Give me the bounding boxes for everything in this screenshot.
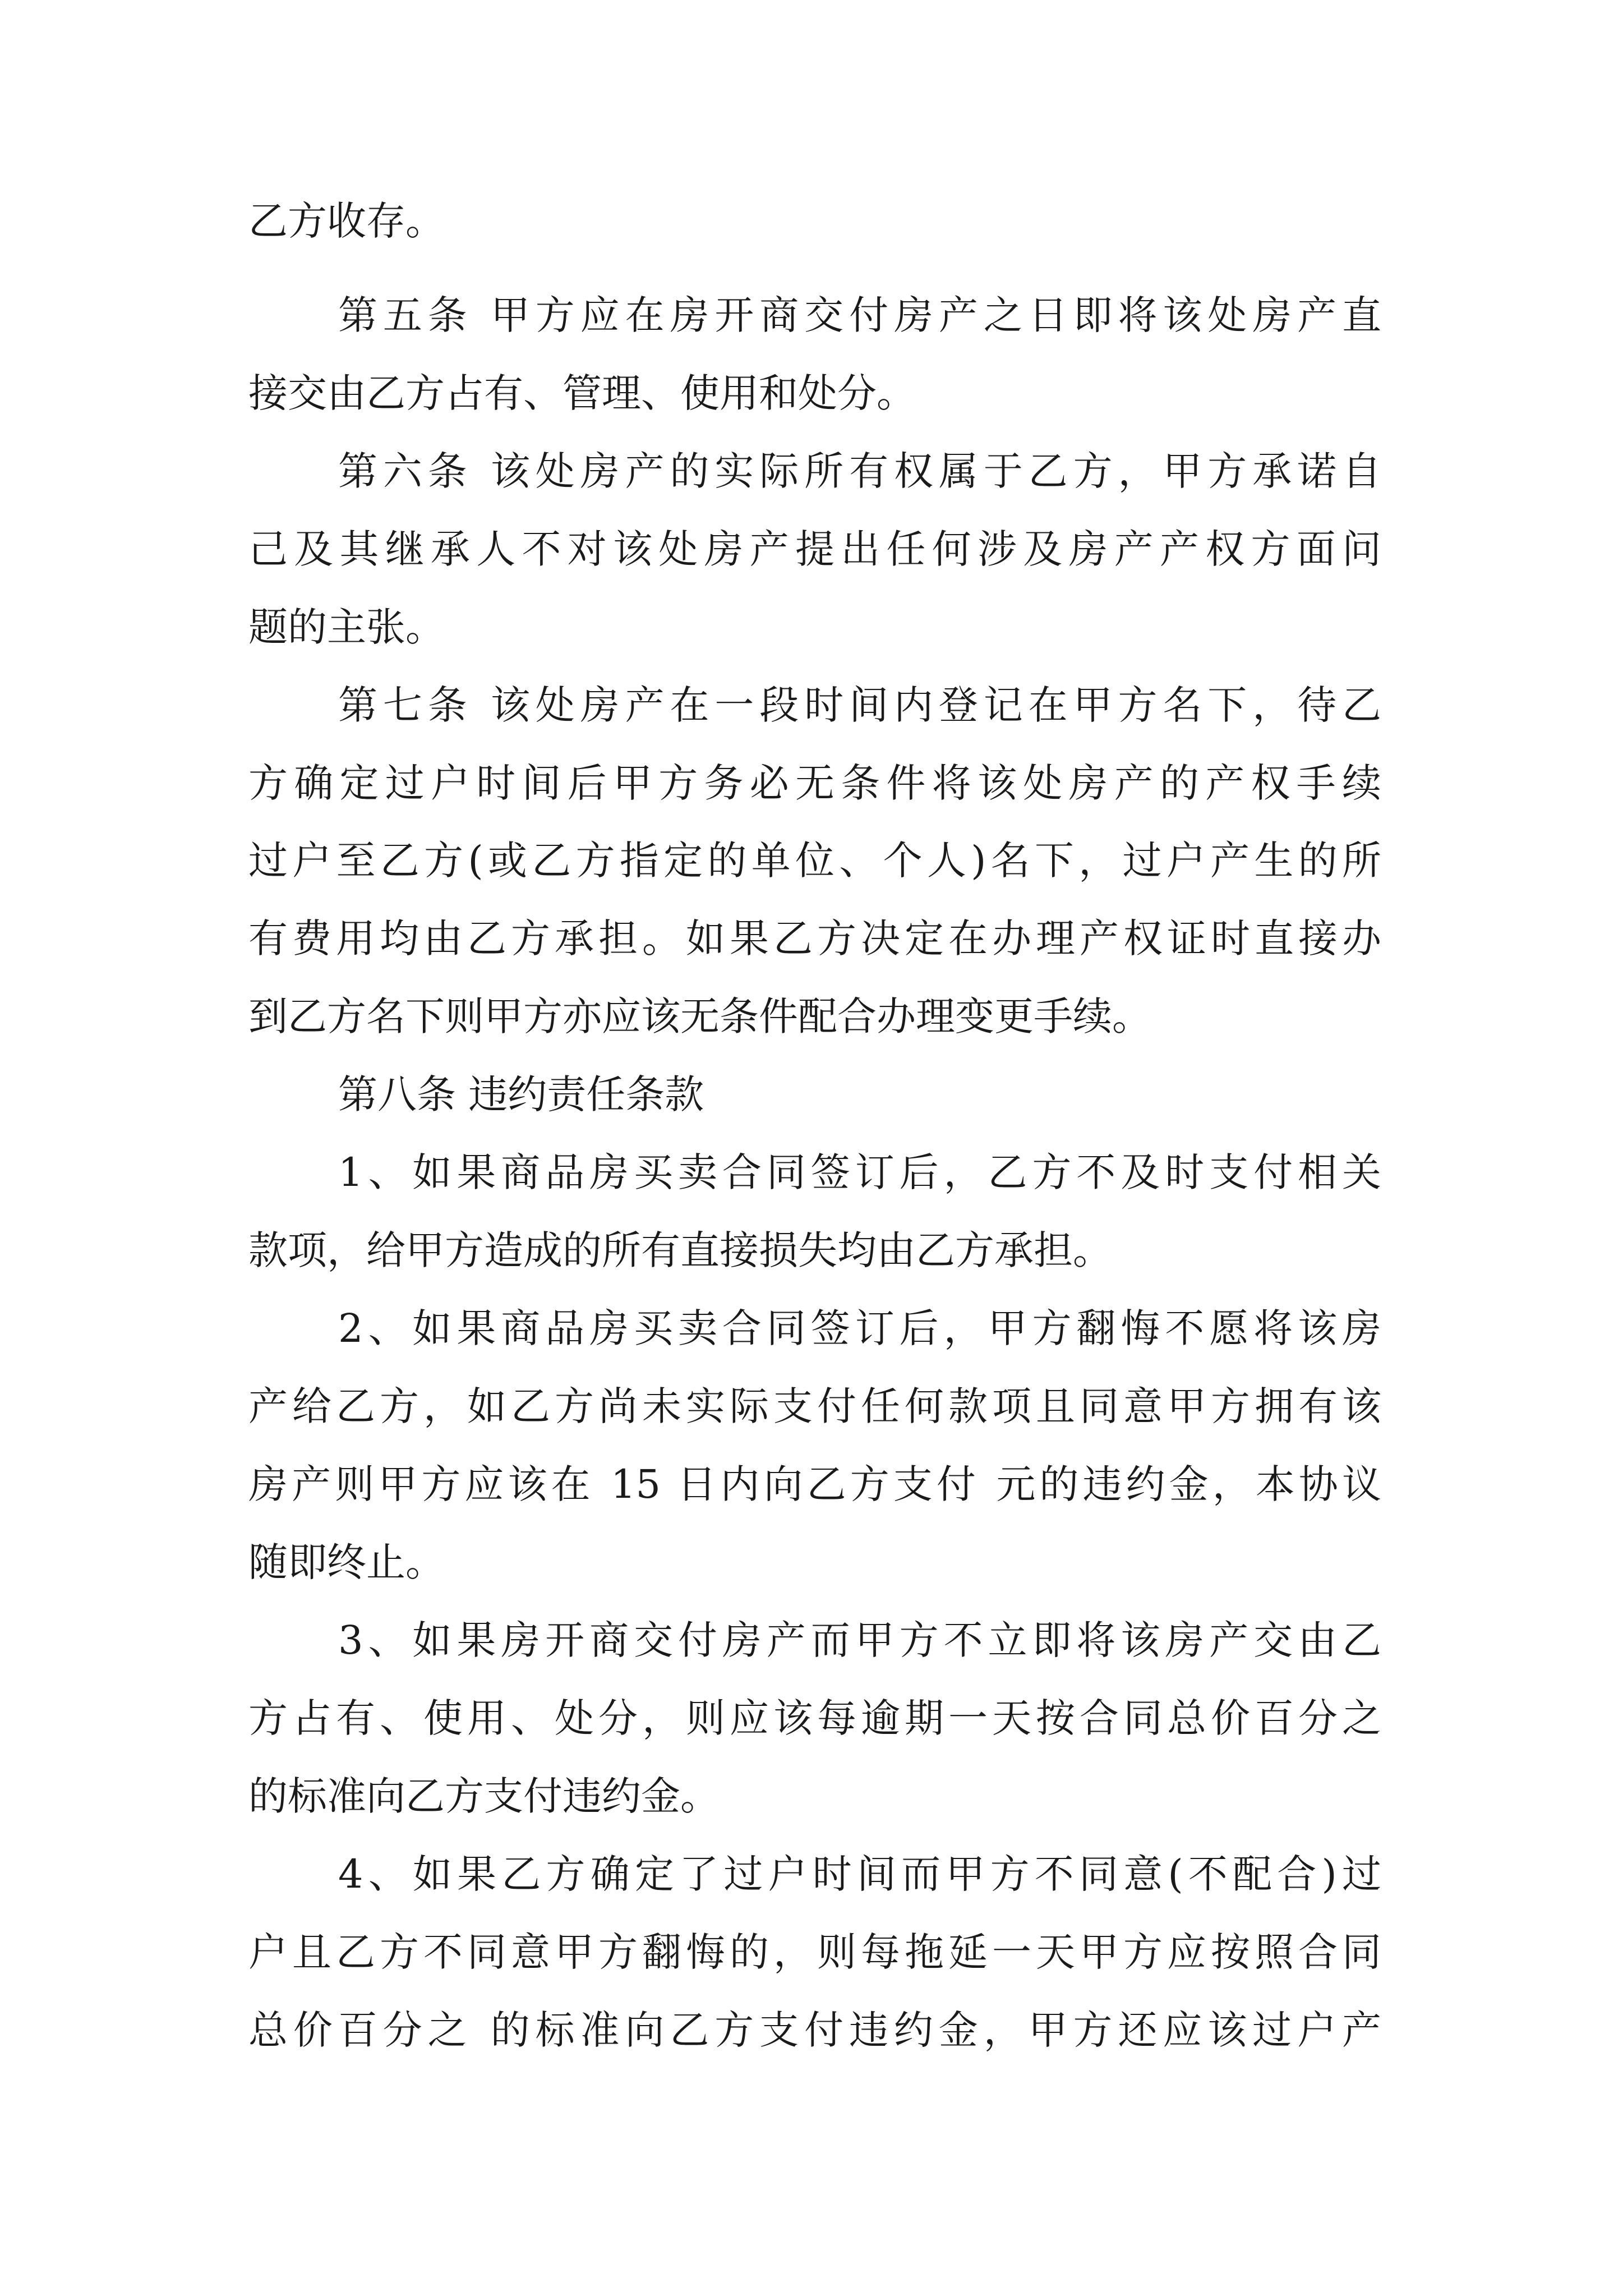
text-line: 4、如果乙方确定了过户时间而甲方不同意(不配合)过 <box>338 1851 1381 1897</box>
text-line: 2、如果商品房买卖合同签订后，甲方翻悔不愿将该房 <box>338 1305 1381 1351</box>
text-line: 到乙方名下则甲方亦应该无条件配合办理变更手续。 <box>248 993 1151 1039</box>
text-line: 的标准向乙方支付违约金。 <box>248 1773 720 1819</box>
text-line: 随即终止。 <box>248 1539 445 1585</box>
text-line: 方占有、使用、处分，则应该每逾期一天按合同总价百分之 <box>248 1695 1381 1741</box>
text-line: 房产则甲方应该在 15 日内向乙方支付 元的违约金，本协议 <box>248 1461 1381 1507</box>
text-line: 题的主张。 <box>248 604 445 650</box>
text-line: 产给乙方，如乙方尚未实际支付任何款项且同意甲方拥有该 <box>248 1383 1381 1429</box>
text-line: 过户至乙方(或乙方指定的单位、个人)名下，过户产生的所 <box>248 838 1381 884</box>
text-line: 己及其继承人不对该处房产提出任何涉及房产产权方面问 <box>248 526 1381 572</box>
text-line: 有费用均由乙方承担。如果乙方决定在办理产权证时直接办 <box>248 915 1381 961</box>
text-line: 第八条 违约责任条款 <box>338 1071 704 1117</box>
text-line: 1、如果商品房买卖合同签订后，乙方不及时支付相关 <box>338 1149 1381 1195</box>
text-line: 乙方收存。 <box>248 198 445 244</box>
text-line: 总价百分之 的标准向乙方支付违约金，甲方还应该过户产 <box>248 2007 1381 2053</box>
text-line: 接交由乙方占有、管理、使用和处分。 <box>248 370 916 416</box>
text-line: 款项，给甲方造成的所有直接损失均由乙方承担。 <box>248 1227 1112 1273</box>
text-line: 户且乙方不同意甲方翻悔的，则每拖延一天甲方应按照合同 <box>248 1929 1381 1975</box>
text-line: 第六条 该处房产的实际所有权属于乙方，甲方承诺自 <box>338 448 1381 494</box>
text-line: 3、如果房开商交付房产而甲方不立即将该房产交由乙 <box>338 1617 1381 1663</box>
text-line: 方确定过户时间后甲方务必无条件将该处房产的产权手续 <box>248 760 1381 806</box>
text-line: 第五条 甲方应在房开商交付房产之日即将该处房产直 <box>338 292 1381 338</box>
text-line: 第七条 该处房产在一段时间内登记在甲方名下，待乙 <box>338 682 1381 728</box>
